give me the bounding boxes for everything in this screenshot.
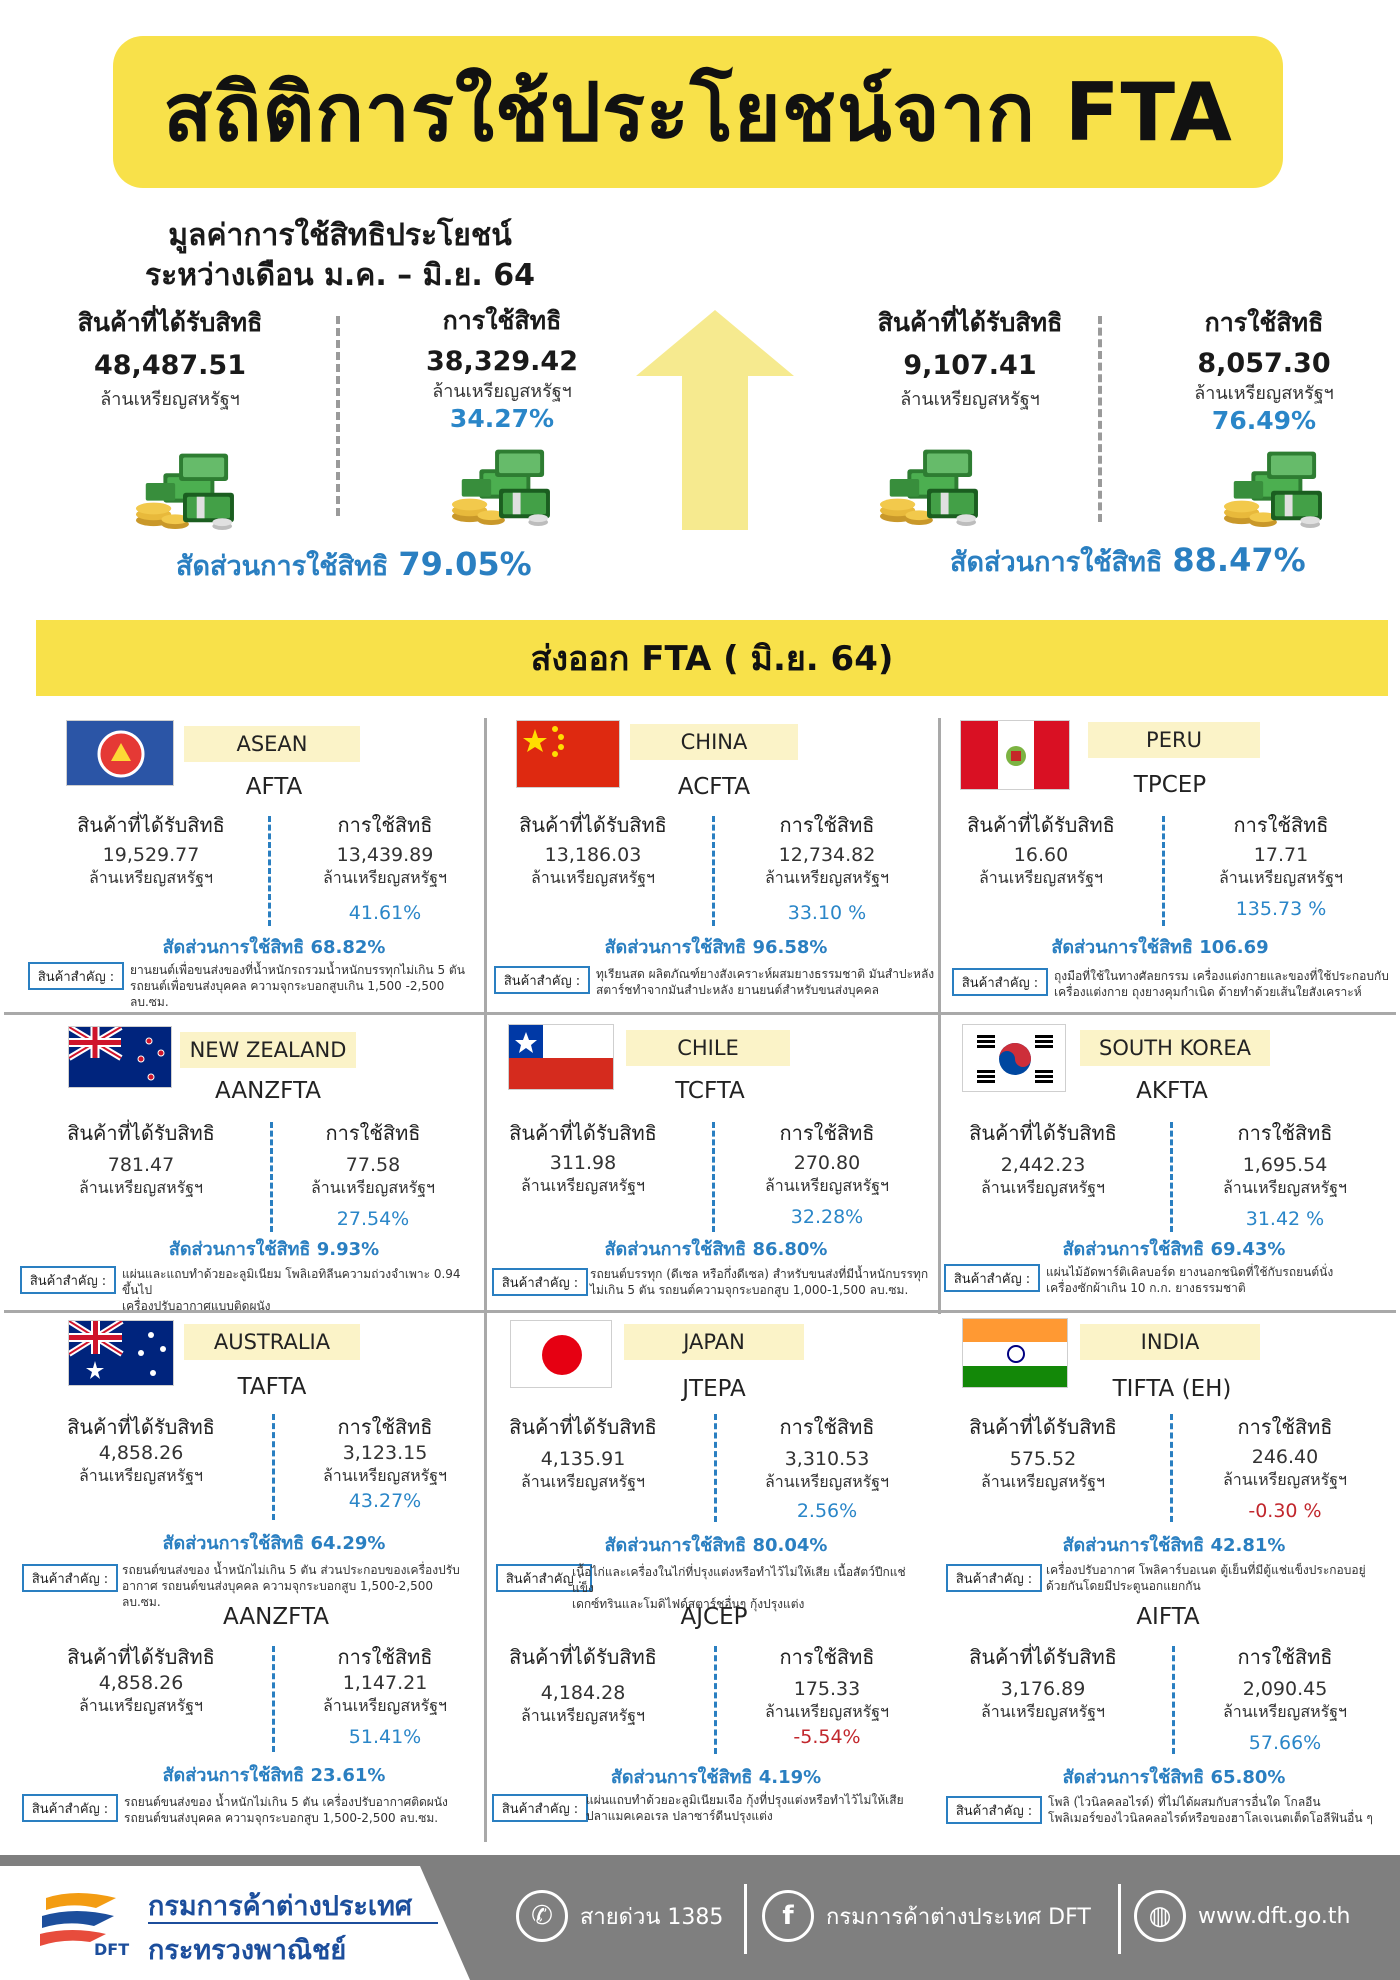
used-label: การใช้สิทธิ [337,813,433,837]
eligible-label: สินค้าที่ได้รับสิทธิ [67,1121,215,1145]
key-products-label: สินค้าสำคัญ : [22,1794,118,1822]
asean-eligible [46,812,256,888]
summary-left-eligible-value: 48,487.51 [93,350,247,381]
india-flag-icon [962,1318,1068,1388]
india-aifta-eligible [938,1644,1148,1722]
south-korea-used [1180,1120,1390,1232]
summary-left-used [372,304,632,434]
chile-used-pct: 32.28% [790,1206,864,1228]
australia-aanzfta-ratio-value: 23.61% [310,1765,386,1786]
australia-tafta-ratio-value: 64.29% [310,1533,386,1554]
fta-name-australia-aanzfta: AANZFTA [223,1604,329,1630]
eligible-label: สินค้าที่ได้รับสิทธิ [969,1415,1117,1439]
key-product-line: ทุเรียนสด ผลิตภัณฑ์ยางสังเคราะห์ผสมยางธรรมชาติ มันสำปะหลัง [596,967,935,981]
eligible-label: สินค้าที่ได้รับสิทธิ [77,813,225,837]
south-korea-ratio-value: 69.43% [1210,1239,1286,1260]
column-divider [1162,816,1165,926]
summary-left-divider [336,316,340,516]
ratio-label: สัดส่วนการใช้สิทธิ [1051,937,1193,958]
chile-key-products [590,1266,930,1298]
ratio-label: สัดส่วนการใช้สิทธิ [604,1239,747,1260]
japan-ajcep-ratio-value: 4.19% [758,1767,822,1788]
country-tag-south-korea: SOUTH KOREA [1080,1030,1270,1066]
india-aifta-used [1180,1644,1390,1756]
column-divider [714,1646,717,1754]
unit-label: ล้านเหรียญสหรัฐฯ [1218,868,1344,887]
japan-jtepa-eligible-value: 4,135.91 [540,1448,626,1470]
unit-label: ล้านเหรียญสหรัฐฯ [310,1178,436,1197]
china-ratio [566,932,866,961]
summary-right-eligible-unit: ล้านเหรียญสหรัฐฯ [900,389,1040,410]
fta-name-australia-tafta: TAFTA [237,1374,307,1400]
page-title: สถิติการใช้ประโยชน์จาก FTA [163,65,1233,159]
china-used-value: 12,734.82 [778,844,876,866]
india-tifta-eligible [938,1414,1148,1492]
asean-used-pct: 41.61% [348,902,422,924]
eligible-label: สินค้าที่ได้รับสิทธิ [67,1415,215,1439]
key-products-label: สินค้าสำคัญ : [946,1796,1042,1824]
summary-left-ratio-label: สัดส่วนการใช้สิทธิ [176,551,389,582]
peru-key-products [1054,968,1394,1000]
column-divider [272,1646,275,1752]
key-product-line: ไม่เกิน 5 ตัน รถยนต์ความจุกระบอกสูบ 1,000-1,500 ลบ.ซม. [590,1283,909,1297]
india-aifta-used-value: 2,090.45 [1242,1678,1328,1700]
used-label: การใช้สิทธิ [337,1645,433,1669]
australia-aanzfta-used-pct: 51.41% [348,1726,422,1748]
money-pile-icon [440,430,558,528]
key-product-line: เครื่องปรับอากาศ โพลิคาร์บอเนต ตู้เย็นที่มีตู้แช่แข็งประกอบอยู่ [1046,1563,1366,1577]
summary-left-used-label: การใช้สิทธิ [442,306,562,335]
summary-left-used-pct: 34.27% [449,404,555,433]
australia-aanzfta-ratio [124,1760,424,1789]
key-products-label: สินค้าสำคัญ : [28,962,124,990]
chile-ratio [566,1234,866,1263]
eligible-label: สินค้าที่ได้รับสิทธิ [969,1645,1117,1669]
fta-name-chile: TCFTA [675,1078,745,1104]
japan-ajcep-used [722,1644,932,1750]
key-products-label: สินค้าสำคัญ : [496,1564,592,1592]
country-tag-new-zealand: NEW ZEALAND [180,1032,356,1068]
footer-hotline[interactable] [516,1890,723,1942]
section-title: ส่งออก FTA ( มิ.ย. 64) [530,639,894,679]
fta-name-japan-ajcep: AJCEP [680,1604,748,1630]
peru-ratio-value: 106.69 [1199,937,1269,958]
grid-divider [938,718,941,1314]
country-tag-peru: PERU [1088,722,1260,758]
footer-org-name: กรมการค้าต่างประเทศ [148,1891,413,1922]
china-used [722,812,932,926]
australia-tafta-used-pct: 43.27% [348,1490,422,1512]
summary-left-used-value: 38,329.42 [425,346,579,377]
japan-ajcep-eligible [478,1644,688,1726]
column-divider [714,1414,717,1522]
summary-right-used-pct: 76.49% [1211,406,1317,435]
australia-tafta-eligible [36,1414,246,1486]
new-zealand-flag-icon [68,1026,172,1088]
asean-key-products [130,962,470,1010]
column-divider [1172,1646,1175,1754]
country-tag-china: CHINA [630,724,798,760]
key-product-line: เดกซ์ทรินและโมดิไฟด์สตาร์ชอื่นๆ กุ้งปรุงแต่ง [572,1597,805,1611]
australia-tafta-eligible-value: 4,858.26 [98,1442,184,1464]
summary-right-eligible-label: สินค้าที่ได้รับสิทธิ [877,308,1063,337]
fta-name-peru: TPCEP [1133,772,1207,798]
unit-label: ล้านเหรียญสหรัฐฯ [322,1696,448,1715]
ratio-label: สัดส่วนการใช้สิทธิ [604,1535,747,1556]
japan-ajcep-used-value: 175.33 [793,1678,861,1700]
grid-divider [4,1012,1396,1015]
india-tifta-ratio [1024,1530,1324,1559]
unit-label: ล้านเหรียญสหรัฐฯ [520,1706,646,1725]
title-banner [113,36,1283,188]
used-label: การใช้สิทธิ [337,1415,433,1439]
ratio-label: สัดส่วนการใช้สิทธิ [610,1767,753,1788]
china-eligible-value: 13,186.03 [544,844,642,866]
unit-label: ล้านเหรียญสหรัฐฯ [1222,1178,1348,1197]
footer-separator [744,1884,747,1954]
unit-label: ล้านเหรียญสหรัฐฯ [88,868,214,887]
footer-separator [1118,1884,1121,1954]
peru-ratio [1010,932,1310,961]
key-product-line: แผ่นแถบทำด้วยอะลูมิเนียมเจือ กุ้งที่ปรุงแต่งหรือทำไว้ไม่ให้เสีย [586,1793,904,1807]
eligible-label: สินค้าที่ได้รับสิทธิ [519,813,667,837]
fta-name-india-aifta: AIFTA [1136,1604,1200,1630]
japan-ajcep-ratio [566,1762,866,1791]
key-product-line: ด้วยกันโดยมีประตูนอกแยกกัน [1046,1579,1201,1593]
summary-right-ratio-label: สัดส่วนการใช้สิทธิ [950,547,1163,578]
key-product-line: ยานยนต์เพื่อขนส่งของที่น้ำหนักรถรวมน้ำหนักบรรทุกไม่เกิน 5 ตัน [130,963,465,977]
unit-label: ล้านเหรียญสหรัฐฯ [978,868,1104,887]
australia-aanzfta-used [280,1644,490,1750]
country-tag-japan: JAPAN [624,1324,804,1360]
asean-used-value: 13,439.89 [336,844,434,866]
unit-label: ล้านเหรียญสหรัฐฯ [980,1178,1106,1197]
country-tag-australia: AUSTRALIA [184,1324,360,1360]
summary-right-used-unit: ล้านเหรียญสหรัฐฯ [1194,383,1334,404]
china-eligible [488,812,698,888]
japan-jtepa-used-pct: 2.56% [796,1500,858,1522]
new-zealand-used-pct: 27.54% [336,1208,410,1230]
chile-flag-icon [508,1024,614,1090]
china-ratio-value: 96.58% [752,937,828,958]
money-pile-icon [868,430,986,528]
used-label: การใช้สิทธิ [1237,1415,1333,1439]
ratio-label: สัดส่วนการใช้สิทธิ [162,937,305,958]
australia-aanzfta-eligible-value: 4,858.26 [98,1672,184,1694]
asean-eligible-value: 19,529.77 [102,844,200,866]
key-products-label: สินค้าสำคัญ : [492,1268,588,1296]
peru-used-value: 17.71 [1253,844,1309,866]
money-pile-icon [1212,432,1330,530]
key-products-label: สินค้าสำคัญ : [20,1266,116,1294]
south-korea-ratio [1024,1234,1324,1263]
unit-label: ล้านเหรียญสหรัฐฯ [980,1472,1106,1491]
peru-used-pct: 135.73 % [1235,898,1327,920]
asean-used [280,812,490,926]
unit-label: ล้านเหรียญสหรัฐฯ [520,1176,646,1195]
australia-aanzfta-used-value: 1,147.21 [342,1672,428,1694]
summary-right-used-value: 8,057.30 [1197,348,1331,379]
chile-eligible [478,1120,688,1196]
asean-ratio [124,932,424,961]
japan-jtepa-eligible [478,1414,688,1492]
south-korea-used-pct: 31.42 % [1245,1208,1325,1230]
money-pile-icon [124,434,242,532]
ratio-label: สัดส่วนการใช้สิทธิ [1062,1239,1205,1260]
summary-left-used-unit: ล้านเหรียญสหรัฐฯ [432,381,572,402]
used-label: การใช้สิทธิ [1233,813,1329,837]
up-arrow-icon [636,310,794,530]
summary-right-eligible [840,306,1100,412]
unit-label: ล้านเหรียญสหรัฐฯ [764,1702,890,1721]
eligible-label: สินค้าที่ได้รับสิทธิ [509,1121,657,1145]
summary-left-ratio [176,544,532,587]
key-product-line: เครื่องปรับอากาศแบบติดผนัง [122,1299,271,1313]
india-tifta-used-value: 246.40 [1251,1446,1319,1468]
japan-ajcep-used-pct: -5.54% [793,1726,861,1748]
eligible-label: สินค้าที่ได้รับสิทธิ [967,813,1115,837]
new-zealand-ratio-value: 9.93% [316,1239,380,1260]
unit-label: ล้านเหรียญสหรัฐฯ [980,1702,1106,1721]
key-product-line: สตาร์ชทำจากมันสำปะหลัง ยานยนต์สำหรับขนส่งบุคคล [596,983,879,997]
key-product-line: รถยนต์ขนส่งของ น้ำหนักไม่เกิน 5 ตัน ส่วนประกอบของเครื่องปรับ [122,1563,460,1577]
footer-org-divider [148,1922,438,1924]
used-label: การใช้สิทธิ [779,1121,875,1145]
unit-label: ล้านเหรียญสหรัฐฯ [764,1176,890,1195]
ratio-label: สัดส่วนการใช้สิทธิ [1062,1767,1205,1788]
key-product-line: แผ่นและแถบทำด้วยอะลูมิเนียม โพลิเอทิลีนความถ่วงจำเพาะ 0.94 ขึ้นไป [122,1267,461,1297]
unit-label: ล้านเหรียญสหรัฐฯ [78,1696,204,1715]
australia-tafta-used-value: 3,123.15 [342,1442,428,1464]
key-product-line: โพลิเมอร์ของไวนิลคลอไรด์หรือของฮาโลเจเนตเต็ดโอลีฟินอื่น ๆ [1048,1811,1373,1825]
india-tifta-ratio-value: 42.81% [1210,1535,1286,1556]
summary-right-used-label: การใช้สิทธิ [1204,308,1324,337]
dft-logo-text: DFT [94,1940,130,1959]
used-label: การใช้สิทธิ [779,1415,875,1439]
unit-label: ล้านเหรียญสหรัฐฯ [520,1472,646,1491]
used-label: การใช้สิทธิ [779,813,875,837]
fta-name-india-tifta: TIFTA (EH) [1112,1376,1232,1402]
key-product-line: ปลาแมคเคอเรล ปลาซาร์ดีนปรุงแต่ง [586,1809,773,1823]
key-products-label: สินค้าสำคัญ : [492,1794,588,1822]
japan-ajcep-key-products [586,1792,926,1824]
india-tifta-eligible-value: 575.52 [1009,1448,1077,1470]
unit-label: ล้านเหรียญสหรัฐฯ [322,868,448,887]
peru-used [1176,812,1386,922]
ratio-label: สัดส่วนการใช้สิทธิ [604,937,747,958]
india-aifta-key-products [1048,1794,1388,1826]
china-used-pct: 33.10 % [787,902,867,924]
japan-flag-icon [510,1320,612,1388]
asean-flag-icon [66,720,174,786]
fta-name-new-zealand: AANZFTA [215,1078,321,1104]
unit-label: ล้านเหรียญสหรัฐฯ [1222,1702,1348,1721]
phone-icon: ✆ [516,1890,568,1942]
india-aifta-used-pct: 57.66% [1248,1732,1322,1754]
chile-used-value: 270.80 [793,1152,861,1174]
peru-flag-icon [960,720,1070,790]
india-aifta-ratio [1024,1762,1324,1791]
summary-heading [130,216,550,296]
india-tifta-used [1180,1414,1390,1524]
chile-eligible-value: 311.98 [549,1152,617,1174]
unit-label: ล้านเหรียญสหรัฐฯ [78,1466,204,1485]
ratio-label: สัดส่วนการใช้สิทธิ [162,1765,305,1786]
fta-name-japan-jtepa: JTEPA [682,1376,746,1402]
footer-facebook-text: กรมการค้าต่างประเทศ DFT [826,1904,1091,1930]
japan-jtepa-ratio [566,1530,866,1559]
india-aifta-ratio-value: 65.80% [1210,1767,1286,1788]
unit-label: ล้านเหรียญสหรัฐฯ [1222,1470,1348,1489]
eligible-label: สินค้าที่ได้รับสิทธิ [67,1645,215,1669]
china-key-products [596,966,936,998]
key-product-line: เนื้อไก่และเครื่องในไก่ที่ปรุงแต่งหรือทำไว้ไม่ให้เสีย เนื้อสัตว์ปีกแช่แข็ง [572,1565,906,1595]
chile-ratio-value: 86.80% [752,1239,828,1260]
summary-left-eligible [40,306,300,412]
key-products-label: สินค้าสำคัญ : [22,1564,118,1592]
section-bar [36,620,1388,696]
new-zealand-eligible [36,1120,246,1198]
globe-icon: ◍ [1134,1890,1186,1942]
peru-eligible-value: 16.60 [1013,844,1069,866]
eligible-label: สินค้าที่ได้รับสิทธิ [509,1415,657,1439]
unit-label: ล้านเหรียญสหรัฐฯ [322,1466,448,1485]
key-products-label: สินค้าสำคัญ : [946,1564,1042,1592]
footer-ministry-name: กระทรวงพาณิชย์ [148,1935,347,1966]
south-korea-flag-icon [962,1024,1066,1092]
column-divider [272,1414,275,1520]
ratio-label: สัดส่วนการใช้สิทธิ [168,1239,311,1260]
unit-label: ล้านเหรียญสหรัฐฯ [764,1472,890,1491]
china-flag-icon [516,720,620,788]
unit-label: ล้านเหรียญสหรัฐฯ [764,868,890,887]
summary-right-used [1134,306,1394,436]
key-product-line: แผ่นไม้อัดพาร์ติเคิลบอร์ด ยางนอกชนิดที่ใช้กับรถยนต์นั่ง [1046,1265,1334,1279]
australia-aanzfta-eligible [36,1644,246,1716]
column-divider [268,816,271,926]
asean-ratio-value: 68.82% [310,937,386,958]
india-aifta-eligible-value: 3,176.89 [1000,1678,1086,1700]
australia-aanzfta-key-products [124,1794,464,1826]
key-products-label: สินค้าสำคัญ : [952,968,1048,996]
australia-tafta-key-products [122,1562,462,1610]
japan-jtepa-used-value: 3,310.53 [784,1448,870,1470]
japan-jtepa-ratio-value: 80.04% [752,1535,828,1556]
unit-label: ล้านเหรียญสหรัฐฯ [530,868,656,887]
summary-left-eligible-label: สินค้าที่ได้รับสิทธิ [77,308,263,337]
used-label: การใช้สิทธิ [325,1121,421,1145]
australia-tafta-used [280,1414,490,1514]
south-korea-eligible-value: 2,442.23 [1000,1154,1086,1176]
footer-website[interactable] [1134,1890,1351,1942]
key-product-line: ถุงมือที่ใช้ในทางศัลยกรรม เครื่องแต่งกายและของที่ใช้ประกอบกับ [1054,969,1389,983]
key-product-line: รถยนต์ขนส่งบุคคล ความจุกระบอกสูบ 1,500-2,500 ลบ.ซม. [124,1811,439,1825]
summary-heading-line1: มูลค่าการใช้สิทธิประโยชน์ [168,218,512,253]
australia-tafta-ratio [124,1528,424,1557]
key-product-line: รถยนต์ขนส่งของ น้ำหนักไม่เกิน 5 ตัน เครื่องปรับอากาศติดผนัง [124,1795,448,1809]
australia-flag-icon [68,1320,174,1386]
fta-name-south-korea: AKFTA [1136,1078,1208,1104]
peru-eligible [936,812,1146,888]
ratio-label: สัดส่วนการใช้สิทธิ [162,1533,305,1554]
south-korea-eligible [938,1120,1148,1198]
summary-right-eligible-value: 9,107.41 [903,350,1037,381]
footer-facebook[interactable] [762,1890,1091,1942]
column-divider [1170,1122,1173,1232]
country-tag-india: INDIA [1080,1324,1260,1360]
key-product-line: เครื่องแต่งกาย ถุงยางคุมกำเนิด ด้ายทำด้วยเส้นใยสังเคราะห์ [1054,985,1362,999]
summary-heading-line2: ระหว่างเดือน ม.ค. – มิ.ย. 64 [145,258,535,293]
south-korea-key-products [1046,1264,1386,1296]
country-tag-chile: CHILE [626,1030,790,1066]
used-label: การใช้สิทธิ [1237,1121,1333,1145]
country-tag-asean: ASEAN [184,726,360,762]
new-zealand-used-value: 77.58 [345,1154,401,1176]
ratio-label: สัดส่วนการใช้สิทธิ [1062,1535,1205,1556]
summary-left-ratio-value: 79.05% [398,545,532,583]
key-products-label: สินค้าสำคัญ : [494,966,590,994]
india-tifta-used-pct: -0.30 % [1248,1500,1322,1522]
summary-right-ratio [950,540,1306,583]
japan-ajcep-eligible-value: 4,184.28 [540,1682,626,1704]
new-zealand-key-products [122,1266,462,1314]
used-label: การใช้สิทธิ [779,1645,875,1669]
fta-name-china: ACFTA [677,774,751,800]
summary-right-divider [1098,316,1102,522]
new-zealand-used [268,1120,478,1232]
fta-name-asean: AFTA [245,774,303,800]
key-product-line: รถยนต์เพื่อขนส่งบุคคล ความจุกระบอกสูบเกิน 1,500 -2,500 ลบ.ซม. [130,979,445,1009]
unit-label: ล้านเหรียญสหรัฐฯ [78,1178,204,1197]
column-divider [712,816,715,926]
new-zealand-eligible-value: 781.47 [107,1154,175,1176]
summary-left-eligible-unit: ล้านเหรียญสหรัฐฯ [100,389,240,410]
footer-website-text: www.dft.go.th [1198,1903,1351,1929]
column-divider [712,1122,715,1232]
japan-jtepa-used [722,1414,932,1524]
key-product-line: รถยนต์บรรทุก (ดีเซล หรือกึ่งดีเซล) สำหรับขนส่งที่มีน้ำหนักบรรทุก [590,1267,929,1281]
key-product-line: อากาศ รถยนต์ขนส่งบุคคล ความจุกระบอกสูบ 1,500-2,500 ลบ.ซม. [122,1579,434,1609]
chile-used [722,1120,932,1230]
column-divider [1170,1414,1173,1522]
new-zealand-ratio [124,1234,424,1263]
key-product-line: เครื่องซักผ้าเกิน 10 ก.ก. ยางธรรมชาติ [1046,1281,1246,1295]
south-korea-used-value: 1,695.54 [1242,1154,1328,1176]
footer-hotline-text: สายด่วน 1385 [580,1904,724,1930]
key-product-line: โพลิ (ไวนิลคลอไรด์) ที่ไม่ได้ผสมกับสารอื่นใด โกลอีน [1048,1795,1321,1809]
eligible-label: สินค้าที่ได้รับสิทธิ [969,1121,1117,1145]
key-products-label: สินค้าสำคัญ : [944,1264,1040,1292]
eligible-label: สินค้าที่ได้รับสิทธิ [509,1645,657,1669]
summary-right-ratio-value: 88.47% [1172,541,1306,579]
india-tifta-key-products [1046,1562,1386,1594]
facebook-icon: f [762,1890,814,1942]
used-label: การใช้สิทธิ [1237,1645,1333,1669]
